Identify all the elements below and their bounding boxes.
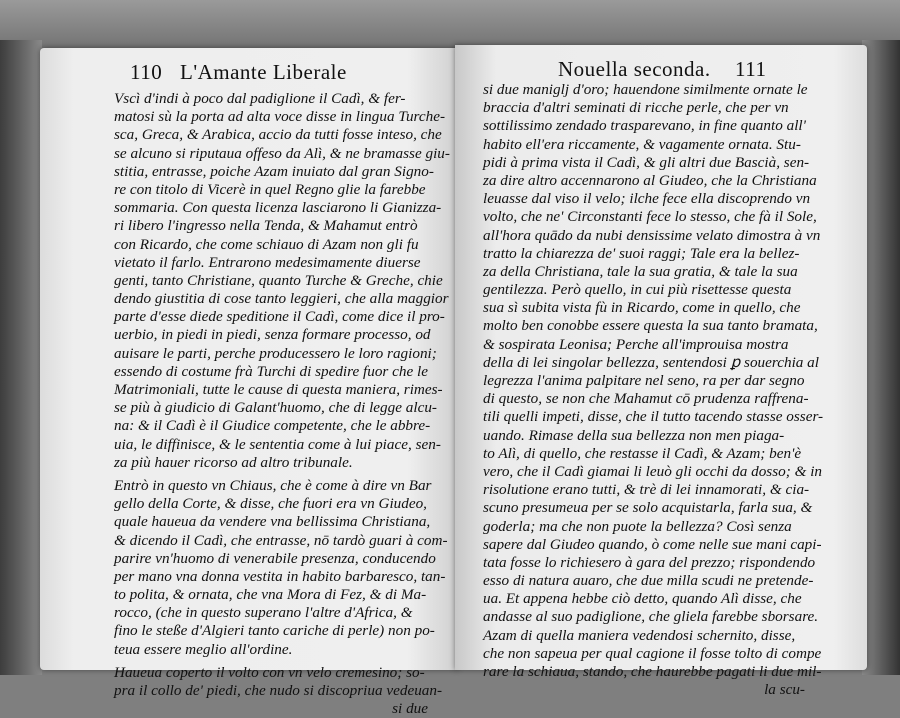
text-line: Azam di quella maniera vedendosi schernito, disse,	[483, 626, 796, 644]
text-line: na: & il Cadì è il Giudice competente, che le abbre-	[114, 417, 431, 435]
text-line: gentilezza. Però quello, in cui più risettesse questa	[483, 281, 792, 299]
text-line: andasse al suo padiglione, che gliela farebbe sborsare.	[483, 608, 819, 626]
text-line: risolutione erano tutti, & trè di lei innamorati, & cia-	[483, 481, 810, 499]
text-line: pra il collo de' piedi, che nudo si discopriua vedeuan-	[114, 682, 443, 699]
right-page-text	[483, 81, 835, 699]
text-line: la scu-	[764, 681, 805, 699]
text-line: pidi à prima vista il Cadì, & gli altri due Bascià, sen-	[483, 153, 810, 171]
text-line: braccia d'altri seminati di ricche perle, che per vn	[483, 99, 789, 117]
left-running-title: L'Amante Liberale	[180, 60, 347, 84]
text-line: vietato il farlo. Entrarono medesimamente diuerse	[114, 253, 421, 271]
text-line: goderla; ma che non puote la bellezza? Così senza	[483, 517, 792, 535]
text-line: stitia, entrasse, poiche Azam inuiato dal gran Signo-	[114, 162, 434, 180]
text-line: uerbio, in piedi in piedi, senza formare processo, od	[114, 326, 431, 344]
text-line: della di lei singolar bellezza, sentendosi ꝑ souerchia al	[483, 353, 820, 371]
text-line: si due	[392, 700, 428, 718]
text-line: rare la schiaua, stando, che haurebbe pagati li due mil-	[483, 663, 822, 680]
text-line: za più hauer ricorso ad altro tribunale.	[114, 453, 353, 471]
text-line: volto, che ne' Circonstanti fece lo stesso, che fà il Sole,	[483, 208, 817, 226]
right-book-edge	[862, 40, 900, 675]
text-line: esso di natura auaro, che due milla scudi ne pretende-	[483, 572, 814, 590]
text-line: parte d'esse diede speditione il Cadì, come dice il pro-	[114, 308, 445, 326]
left-page-text	[114, 90, 454, 718]
text-line: teua essere meglio all'ordine.	[114, 640, 293, 658]
text-line: si due maniglj d'oro; hauendone similmente ornate le	[483, 81, 808, 98]
text-line: tili quelli impeti, disse, che il tutto tacendo stasse osser-	[483, 408, 824, 426]
text-line: genti, tanto Christiane, quanto Turche & Greche, chie	[114, 271, 443, 289]
text-line: re con titolo di Vicerè in quel Regno glie la farebbe	[114, 180, 426, 198]
text-line: molto ben conobbe essere questa la sua tanto bramata,	[483, 317, 818, 335]
text-line: za dire altro accennarono al Giudeo, che la Christiana	[483, 171, 817, 189]
text-line: sca, Greca, & Arabica, accio da tutti fosse inteso, che	[114, 126, 442, 144]
text-line: habito ell'era riccamente, & vagamente ornata. Stu-	[483, 135, 801, 153]
text-line: Haueua coperto il volto con vn velo cremesino; so-	[114, 663, 425, 681]
text-line: di questo, se non che Mahamut cō prudenza raffrena-	[483, 390, 809, 408]
text-line: che non sapeua per qual cagione il fosse tolto di compe	[483, 644, 822, 662]
text-line: sottilissimo zendado trasparevano, in fine quanto all'	[483, 117, 806, 135]
left-page-number: 110	[130, 60, 163, 84]
text-line: leuasse dal viso il velo; ilche fece ella discoprendo vn	[483, 190, 811, 208]
text-line: quale haueua da vendere vna bellissima Christiana,	[114, 513, 431, 531]
text-line: essendo di costume frà Turchi di spedire fuor che le	[114, 362, 428, 380]
text-line: se più à giudicio di Galant'huomo, che di legge alcu-	[114, 399, 437, 417]
text-line: Vscì d'indi à poco dal padiglione il Cadì, & fer-	[114, 90, 406, 107]
text-line: rocco, (che in questo superano l'altre d'Africa, &	[114, 604, 413, 622]
text-line: fino le steße d'Algieri tanto cariche di perle) non po-	[114, 622, 435, 640]
text-line: uando. Rimase della sua bellezza non men piaga-	[483, 426, 785, 444]
text-line: gello della Corte, & disse, che fuori era vn Giudeo,	[114, 495, 427, 513]
text-line: per mano vna donna vestita in habito barbaresco, tan-	[114, 567, 446, 585]
right-page	[455, 45, 867, 699]
text-line: Entrò in questo vn Chiaus, che è come à dire vn Bar	[114, 476, 432, 494]
text-line: to Alì, di quello, che restasse il Cadì, & Azam; ben'è	[483, 444, 802, 462]
text-line: legrezza l'anima palpitare nel seno, ra per dar segno	[483, 372, 805, 389]
left-page	[40, 48, 458, 718]
text-line: & dicendo il Cadì, che entrasse, nō tardò guari à com-	[114, 531, 448, 549]
left-book-edge	[0, 40, 42, 675]
text-line: vero, che il Cadì giamai li leuò gli occhi da dosso; & in	[483, 462, 823, 480]
text-line: ua. Et appena hebbe ciò detto, quando Alì disse, che	[483, 590, 802, 608]
text-line: matosi sù la porta ad alta voce disse in lingua Turche-	[114, 108, 446, 126]
text-line: uia, le diffinisce, & le sententia come à lui piace, sen-	[114, 435, 441, 453]
text-line: all'hora quādo da nubi densissime velato dimostra à vn	[483, 226, 821, 244]
text-line: sapere dal Giudeo quando, ò come nelle sue mani capi-	[483, 535, 822, 553]
text-line: se alcuno si riputaua offeso da Alì, & ne bramasse giu-	[114, 144, 450, 162]
text-line: ri libero l'ingresso nella Tenda, & Mahamut entrò	[114, 217, 418, 235]
text-line: to polita, & ornata, che vna Mora di Fez, & di Ma-	[114, 586, 427, 604]
text-line: parire vn'huomo di venerabile presenza, conducendo	[114, 549, 436, 567]
text-line: dendo giustitia di cose tanto leggieri, che alla maggior	[114, 290, 449, 308]
text-line: & sospirata Leonisa; Perche all'improuisa mostra	[483, 335, 789, 353]
text-line: auisare le parti, perche producessero le loro ragioni;	[114, 344, 437, 362]
text-line: sua sì subita vista fù in Ricardo, come in quello, che	[483, 299, 801, 317]
text-line: con Ricardo, che come schiauo di Azam non gli fu	[114, 235, 419, 253]
text-line: sommaria. Con questa licenza lasciarono li Gianizza-	[114, 199, 442, 217]
text-line: tata fosse lo richiesero à gara del prezzo; rispondendo	[483, 553, 816, 571]
text-line: scuno presumeua per se solo acquistarla, farla sua, &	[483, 499, 813, 517]
text-line: tratto la chiarezza de' suoi raggi; Tale era la bellez-	[483, 244, 800, 262]
right-page-number: 111	[735, 57, 767, 81]
right-running-title: Nouella seconda.	[558, 57, 711, 81]
text-line: za della Christiana, tale la sua gratia, & tale la sua	[483, 262, 798, 280]
text-line: Matrimoniali, tutte le cause di questa maniera, rimes-	[114, 381, 443, 398]
